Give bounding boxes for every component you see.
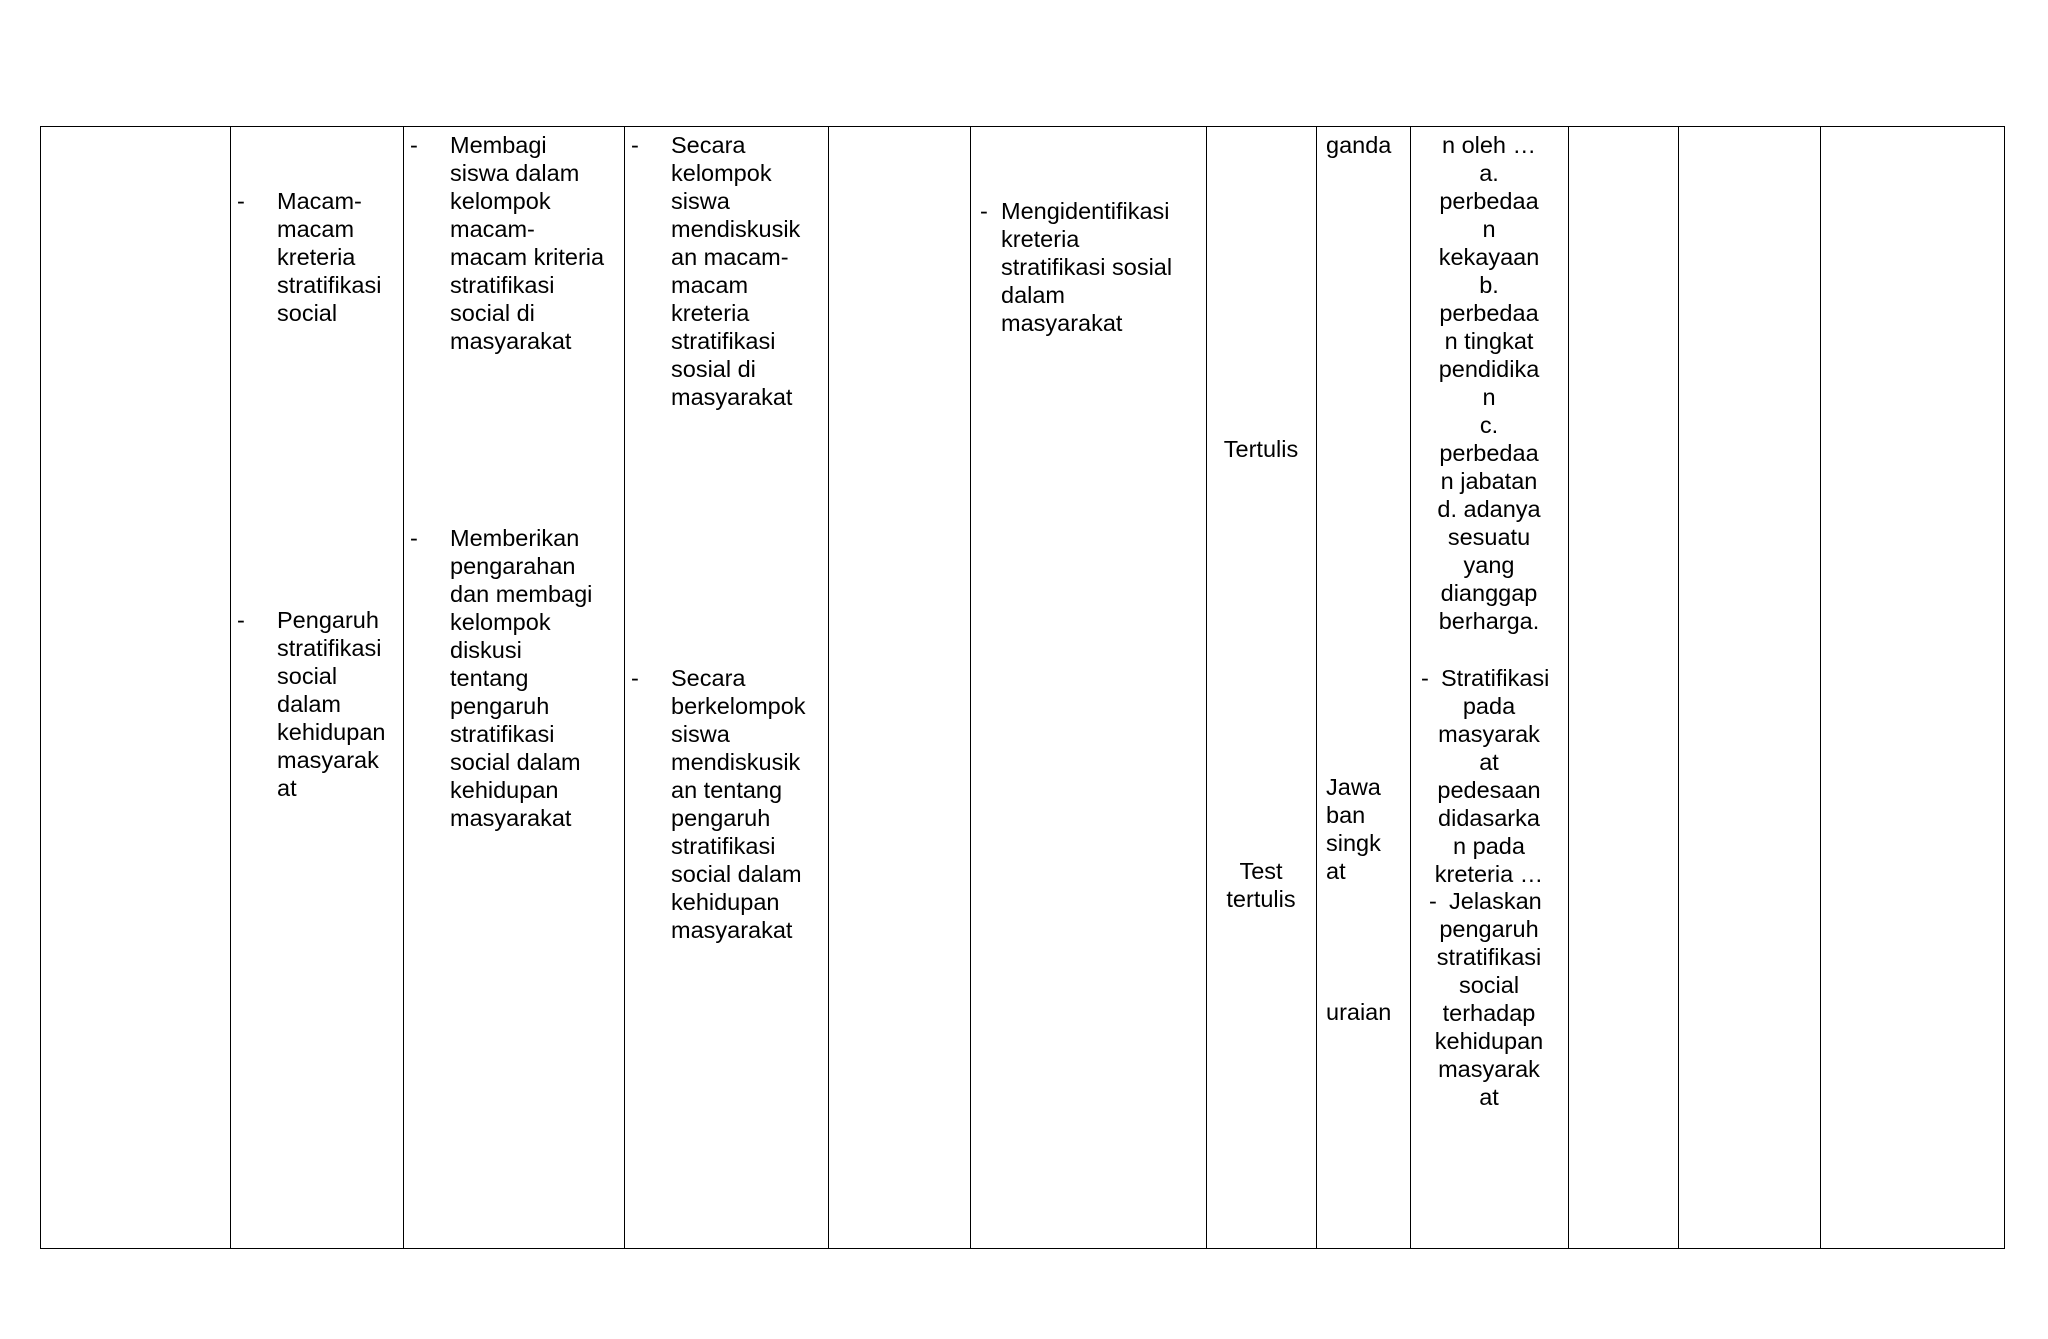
column-divider (403, 127, 404, 1248)
instrumen-stratifikasi-first: Stratifikasi (1441, 665, 1550, 691)
bentuk-jawaban-singkat: Jawa ban singk at (1326, 774, 1381, 884)
instrumen-jelaskan-pengaruh: pengaruh stratifikasi social terhadap kehidupan masyarak at (1434, 916, 1544, 1110)
column-divider (230, 127, 231, 1248)
bullet-dash: - (410, 525, 418, 551)
instrumen-stratifikasi-pedesaan: pada masyarak at pedesaan didasarka n pada kreteria … (1434, 693, 1544, 887)
kegiatan-siswa-kelompok: Secara kelompok siswa mendiskusik an macam- macam kreteria stratifikasi sosial di masyarakat (671, 132, 801, 410)
column-divider (1568, 127, 1569, 1248)
teknik-tertulis: Tertulis (1223, 436, 1299, 462)
teknik-test-tertulis: Test tertulis (1226, 858, 1296, 912)
materi-macam-kreteria: Macam- macam kreteria stratifikasi social (277, 188, 382, 326)
instrumen-jelaskan-first: Jelaskan (1449, 888, 1542, 914)
bullet-dash: - (980, 198, 988, 224)
bentuk-uraian: uraian (1326, 999, 1392, 1025)
bullet-dash: - (631, 665, 639, 691)
column-divider (1316, 127, 1317, 1248)
column-divider (1678, 127, 1679, 1248)
column-divider (970, 127, 971, 1248)
bullet-dash: - (237, 607, 245, 633)
bullet-dash: - (410, 132, 418, 158)
bentuk-ganda: ganda (1326, 132, 1392, 158)
column-divider (828, 127, 829, 1248)
indikator-mengidentifikasi: Mengidentifikasi kreteria stratifikasi sosial dalam masyarakat (1001, 198, 1173, 336)
kegiatan-siswa-berkelompok: Secara berkelompok siswa mendiskusik an tentang pengaruh stratifikasi social dalam kehidupan masyarakat (671, 665, 806, 943)
rpp-table (40, 126, 2005, 1249)
kegiatan-membagi-siswa: Membagi siswa dalam kelompok macam- macam kriteria stratifikasi social di masyarakat (450, 132, 605, 354)
bullet-dash: - (631, 132, 639, 158)
instrumen-pilihan-ganda: n oleh … a. perbedaa n kekayaan b. perbedaa n tingkat pendidika n c. perbedaa n jabatan d. adanya sesuatu yang dianggap berharga. (1437, 132, 1541, 634)
column-divider (1206, 127, 1207, 1248)
column-divider (624, 127, 625, 1248)
materi-pengaruh: Pengaruh stratifikasi social dalam kehidupan masyarak at (277, 607, 386, 801)
bullet-dash: - (1429, 888, 1437, 914)
kegiatan-memberikan-pengarahan: Memberikan pengarahan dan membagi kelompok diskusi tentang pengaruh stratifikasi social dalam kehidupan masyarakat (450, 525, 593, 831)
column-divider (1820, 127, 1821, 1248)
column-divider (1410, 127, 1411, 1248)
bullet-dash: - (1421, 665, 1429, 691)
bullet-dash: - (237, 188, 245, 214)
